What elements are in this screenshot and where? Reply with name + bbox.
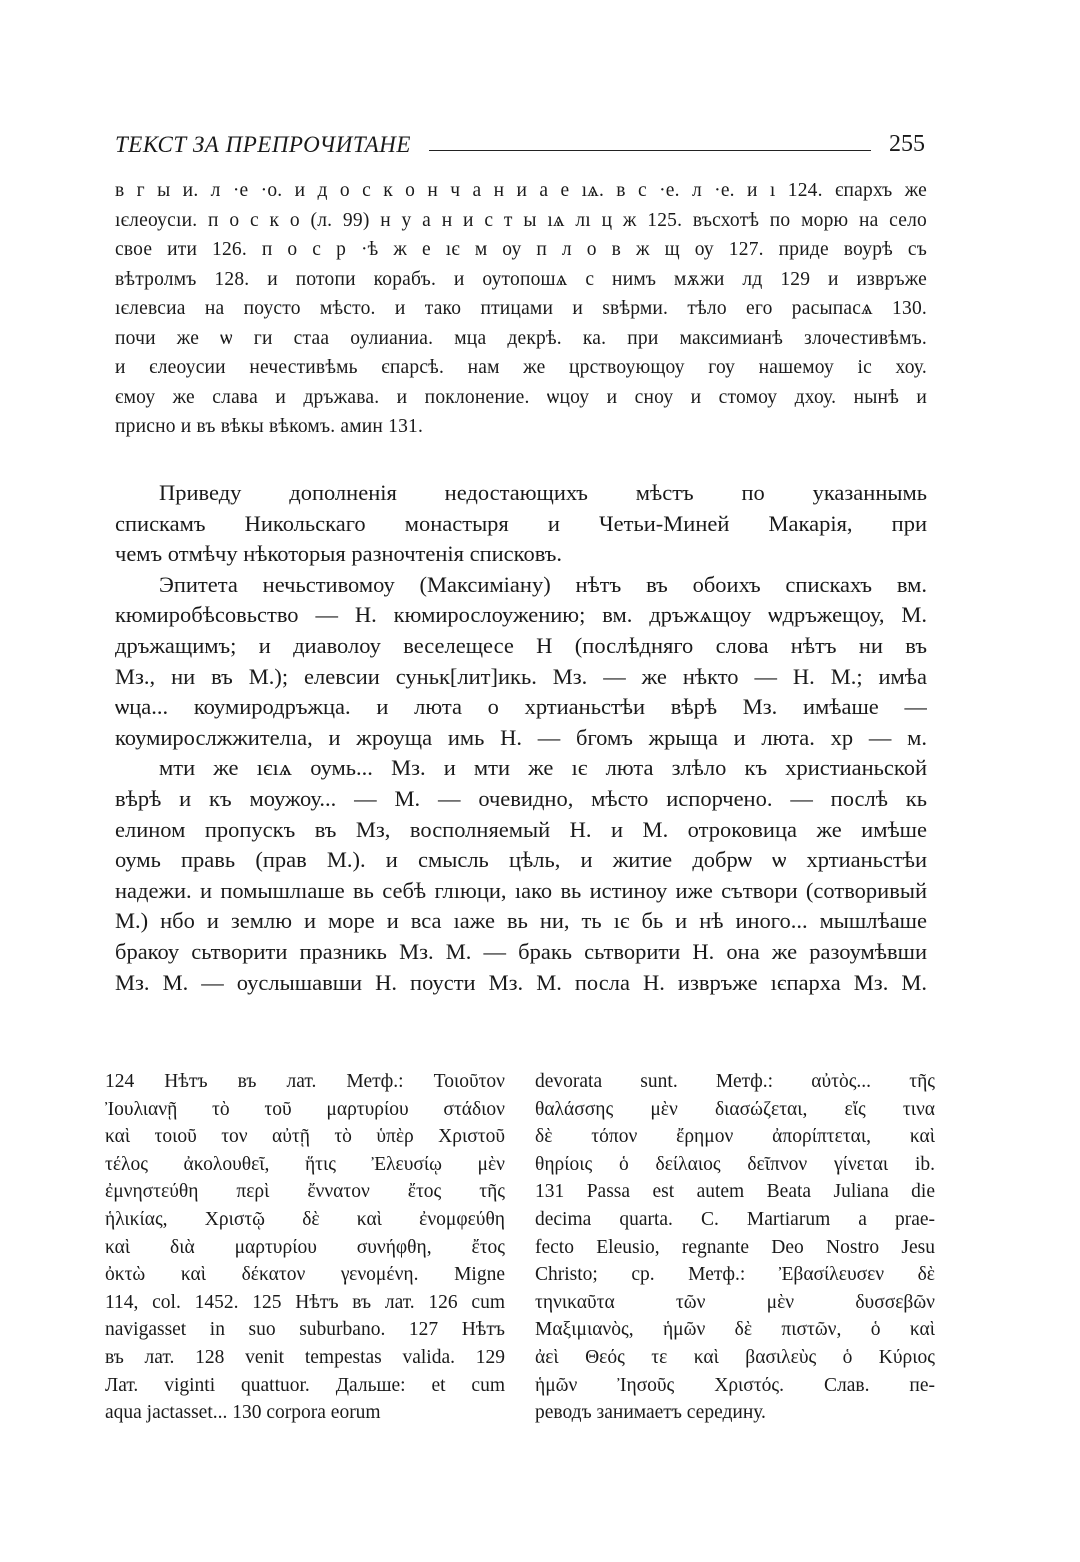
paragraph-line: Мз., ни въ М.); елевсии суньк[лит]икь. Мз. — же нѣкто — Н. М.; имѣа (115, 663, 927, 689)
footnote-line: 124 Нѣтъ въ лат. Метф.: Τοιοῦτον (105, 1071, 505, 1092)
paragraph-line: Мз. М. — оуслышавши Н. поусти Мз. М. посла Н. извръже ıєпарха Мз. М. (115, 969, 927, 995)
slavonic-line: почи же ѡ ги стаа оулианиа. мца декрѣ. ка. при максимианѣ злочестивѣмъ. (115, 327, 927, 349)
footnote-line: Christo; ср. Метф.: Ἐβασίλευσεν δὲ (535, 1264, 935, 1286)
footnote-line: ἡμῶν Ἰησοῦς Χριστός. Слав. пе- (535, 1374, 935, 1396)
footnotes (105, 1068, 935, 1427)
slavonic-line: ıєлевсиа на поусто мѣсто. и тако птицами и ѕвѣрми. тѣло его расыпасѧ 130. (115, 298, 927, 319)
paragraph-line: коумирослжжителıа, и жроуща имь Н. — бгомъ жрыща и люта. хр — м. (115, 724, 927, 750)
slavonic-line: присно и въ вѣкы вѣкомъ. амин 131. (115, 416, 424, 437)
footnote-line: devorata sunt. Метф.: αὐτὸς... τῆς (535, 1071, 935, 1092)
paragraph-line: Эпитета нечьстивомоу (Максиміану) нѣтъ въ обоихъ спискахъ вм. (159, 571, 927, 597)
paragraph-line: вѣрѣ и къ моужоу... — М. — очевидно, мѣсто испорчено. — послѣ кь (115, 785, 927, 811)
footnote-line: καὶ διὰ μαρτυρίου συνήφθη, ἔτος (105, 1236, 505, 1258)
slavonic-line: ємоу же слава и дръжава. и поклонение. ѡцоу и сноу и стомоу дхоу. нынѣ и (115, 386, 927, 408)
slavonic-line: в г ы и. л ·е ·о. и д о с к о н ч а н и а е ıѧ. в с ·е. л ·е. и ı 124. єпархъ же (115, 180, 927, 201)
footnote-line: decima quarta. C. Martiarum a prae- (535, 1208, 935, 1230)
paragraph-line: кюмиробѣсовьство — Н. кюмирослоужению; вм. дръжѧщоу ѡдръжещоу, М. (115, 602, 927, 628)
commentary-text (115, 478, 927, 998)
running-head-rule (429, 150, 871, 151)
paragraph-line: бракоу сьтворити празникь Мз. М. — бракь сьтворити Н. она же разоумѣвши (115, 938, 927, 964)
paragraph (115, 753, 927, 998)
page-number: 255 (889, 131, 925, 157)
paragraph-line: дръжащимъ; и диаволоу веселещесе Н (послѣдняго слова нѣтъ ни въ (115, 632, 927, 658)
paragraph-line: спискамъ Никольскаго монастыря и Четьи-Миней Макарія, при (115, 510, 927, 536)
footnote-line: καὶ τοιοῦ τον αὐτῇ τὸ ὑπὲρ Χριστοῦ (105, 1126, 505, 1148)
footnote-line: 114, col. 1452. 125 Нѣтъ въ лат. 126 cum (105, 1291, 505, 1313)
paragraph-line: мти же ıєıѧ оумь... Мз. и мти же ıє люта злѣло къ христианьской (159, 755, 927, 781)
footnotes-right-column (535, 1068, 935, 1427)
footnote-line: Μαξιμιανὸς, ἡμῶν δὲ πιστῶν, ὁ καὶ (535, 1319, 935, 1341)
footnote-line: въ лат. 128 venit tempestas valida. 129 (105, 1346, 505, 1368)
footnote-line: navigasset in suo suburbano. 127 Нѣтъ (105, 1319, 505, 1341)
paragraph-line: надежи. и помышлıаше вь себѣ глıюци, ıако вь истиноу иже сътвори (сотворивый (115, 877, 927, 903)
running-head-title: ТЕКСТ ЗА ПРЕПРОЧИТАНЕ (115, 132, 411, 157)
footnote-line: δὲ τόπον ἔρημον ἀπορίπτεται, καὶ (535, 1126, 935, 1148)
slavonic-line: ıєлеоусıи. п о с к о (л. 99) н у а н и с т ы ıѧ лı ц ж 125. въсхотѣ по морю на село (115, 209, 927, 231)
footnote-line: ὀκτὼ καὶ δέκατον γενομένη. Migne (105, 1264, 505, 1286)
paragraph (115, 478, 927, 570)
footnote-line: Лат. viginti quattuor. Дальше: et cum (105, 1374, 505, 1396)
footnote-line: реводъ занимаетъ середину. (535, 1402, 766, 1424)
footnote-line: τέλος ἀκολουθεῖ, ἥτις Ἐλευσίῳ μὲν (105, 1153, 505, 1175)
footnote-line: ἡλικίας, Χριστῷ δὲ καὶ ἐνομφεύθη (105, 1208, 505, 1230)
footnote-line: θαλάσσης μὲν διασώζεται, εἴς τινα (535, 1098, 935, 1120)
footnote-line: ἐμνηστεύθη περὶ ἔννατον ἔτος τῆς (105, 1181, 505, 1203)
slavonic-line: вѣтролмъ 128. и потопи корабъ. и оутопошѧ с нимъ мѫжи лд 129 и извръже (115, 268, 927, 290)
slavonic-line: свое ити 126. п о с р ·ѣ ж е ıє м оу п л о в ж щ оу 127. приде воурѣ съ (115, 239, 927, 260)
paragraph-line: Приведу дополненія недостающихъ мѣстъ по указаннымь (159, 480, 927, 505)
running-head (115, 118, 925, 158)
paragraph-line: елином пропускъ въ Мз, восполняемый Н. и М. отроковица же имѣше (115, 816, 927, 842)
slavonic-line: и єлеоусии нечестивѣмь єпарсѣ. нам же црствоующоу гоу нашемоу іс хоу. (115, 357, 927, 378)
footnote-line: Ἰουλιανῇ τὸ τοῦ μαρτυρίου στάδιον (105, 1098, 505, 1120)
footnote-line: θηρίοις ὁ δείλαιος δεῖπνον γίνεται ib. (535, 1153, 935, 1175)
footnotes-left-column (105, 1068, 505, 1427)
paragraph-line: оумь правь (прав М.). и смысль цѣль, и житие добрѡ ѡ хртианьстѣи (115, 847, 927, 873)
church-slavonic-text (115, 176, 927, 442)
paragraph (115, 570, 927, 754)
paragraph-line: ѡца... коумиродръжца. и люта о хртианьстѣи вѣрѣ Мз. имѣаше — (115, 694, 927, 720)
footnote-line: aqua jactasset... 130 corpora eorum (105, 1402, 381, 1424)
footnote-line: fecto Eleusio, regnante Deo Nostro Jesu (535, 1236, 935, 1258)
paragraph-line: М.) нбо и землю и море и вса ıаже вь ни, ть ıє бь и нѣ иного... мышлѣаше (115, 908, 927, 934)
footnote-line: ἀεὶ Θεός τε καὶ βασιλεὺς ὁ Κύριος (535, 1346, 935, 1368)
footnote-line: τηνικαῦτα τῶν μὲν δυσσεβῶν (535, 1291, 935, 1313)
footnote-line: 131 Passa est autem Beata Juliana die (535, 1181, 935, 1203)
paragraph-line: чемъ отмѣчу нѣкоторыя разночтенія списковъ. (115, 541, 563, 567)
